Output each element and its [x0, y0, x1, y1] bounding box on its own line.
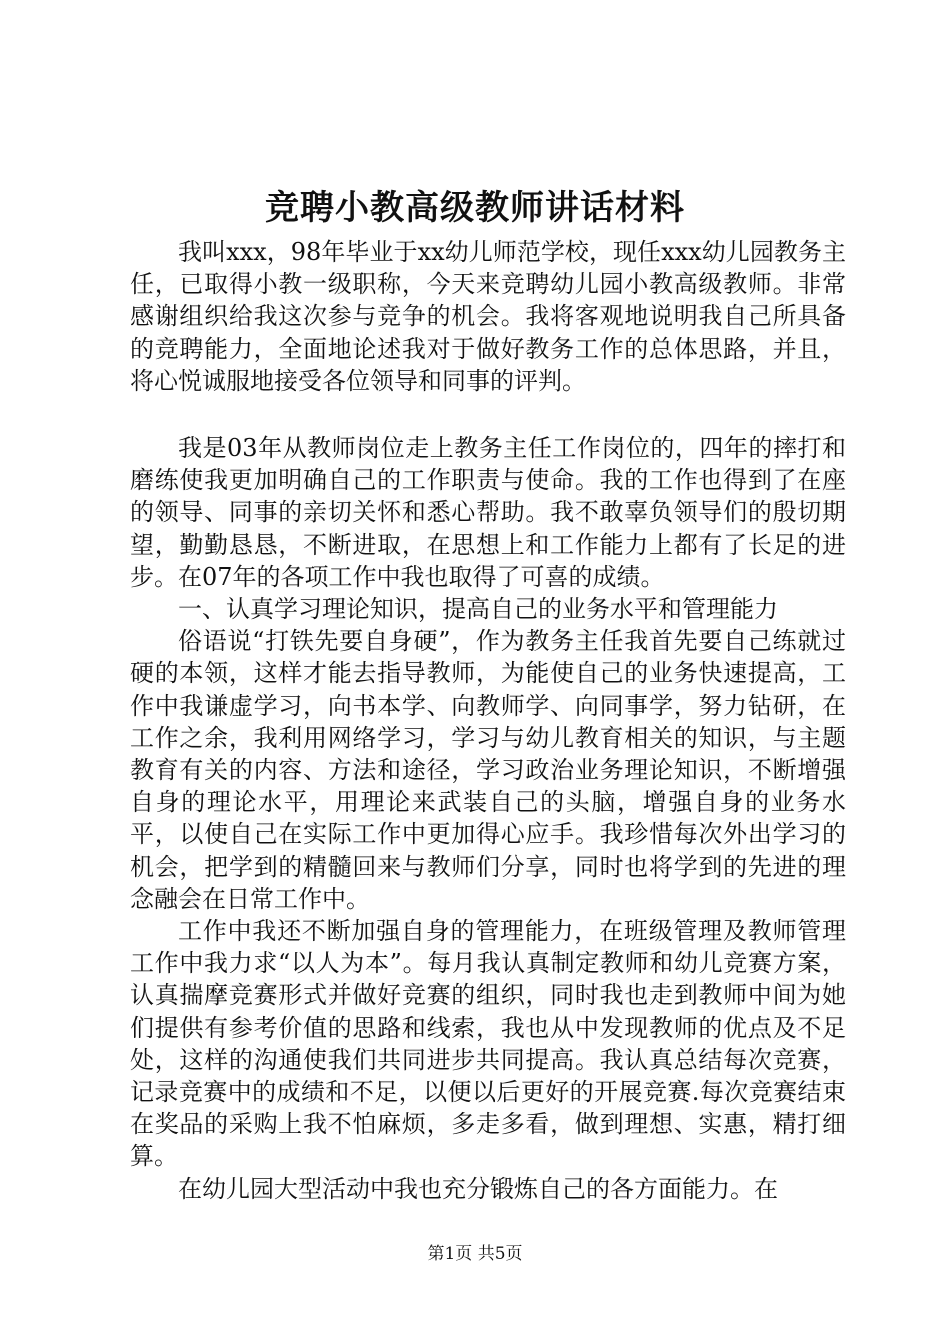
document-title: 竞聘小教高级教师讲话材料: [265, 188, 685, 228]
paragraph-management: 工作中我还不断加强自身的管理能力，在班级管理及教师管理工作中我力求“以人为本”。每月我认真制定教师和幼儿竞赛方案，认真揣摩竞赛形式并做好竞赛的组织，同时我也走到教师中间为她们提供有参考价值的思路和线索，我也从中发现教师的优点及不足处，这样的沟通使我们共同进步共同提高。我认真总结每次竞赛，记录竞赛中的成绩和不足，以便以后更好的开展竞赛.每次竞赛结束在奖品的采购上我不怕麻烦，多走多看，做到理想、实惠，精打细算。: [130, 917, 846, 1171]
paragraph-activities: 在幼儿园大型活动中我也充分锻炼自己的各方面能力。在: [178, 1174, 778, 1203]
paragraph-intro: 我叫xxx，98年毕业于xx幼儿师范学校，现任xxx幼儿园教务主任，已取得小教一级职称，今天来竞聘幼儿园小教高级教师。非常感谢组织给我这次参与竞争的机会。我将客观地说明我自己所具备的竞聘能力，全面地论述我对于做好教务工作的总体思路，并且，将心悦诚服地接受各位领导和同事的评判。: [130, 238, 846, 395]
section-heading-1: 一、认真学习理论知识，提高自己的业务水平和管理能力: [178, 595, 778, 624]
page-footer: 第1页 共5页: [427, 1244, 523, 1264]
document-body: [130, 236, 846, 1205]
paragraph-study: 俗语说“打铁先要自身硬”，作为教务主任我首先要自己练就过硬的本领，这样才能去指导教师，为能使自己的业务快速提高，工作中我谦虚学习，向书本学、向教师学、向同事学，努力钻研，在工作之余，我利用网络学习，学习与幼儿教育相关的知识，与主题教育有关的内容、方法和途径，学习政治业务理论知识，不断增强自身的理论水平，用理论来武装自己的头脑，增强自身的业务水平，以使自己在实际工作中更加得心应手。我珍惜每次外出学习的机会，把学到的精髓回来与教师们分享，同时也将学到的先进的理念融会在日常工作中。: [130, 627, 846, 913]
paragraph-experience: 我是03年从教师岗位走上教务主任工作岗位的，四年的摔打和磨练使我更加明确自己的工作职责与使命。我的工作也得到了在座的领导、同事的亲切关怀和悉心帮助。我不敢辜负领导们的殷切期望，勤勤恳恳，不断进取，在思想上和工作能力上都有了长足的进步。在07年的各项工作中我也取得了可喜的成绩。: [130, 434, 846, 591]
